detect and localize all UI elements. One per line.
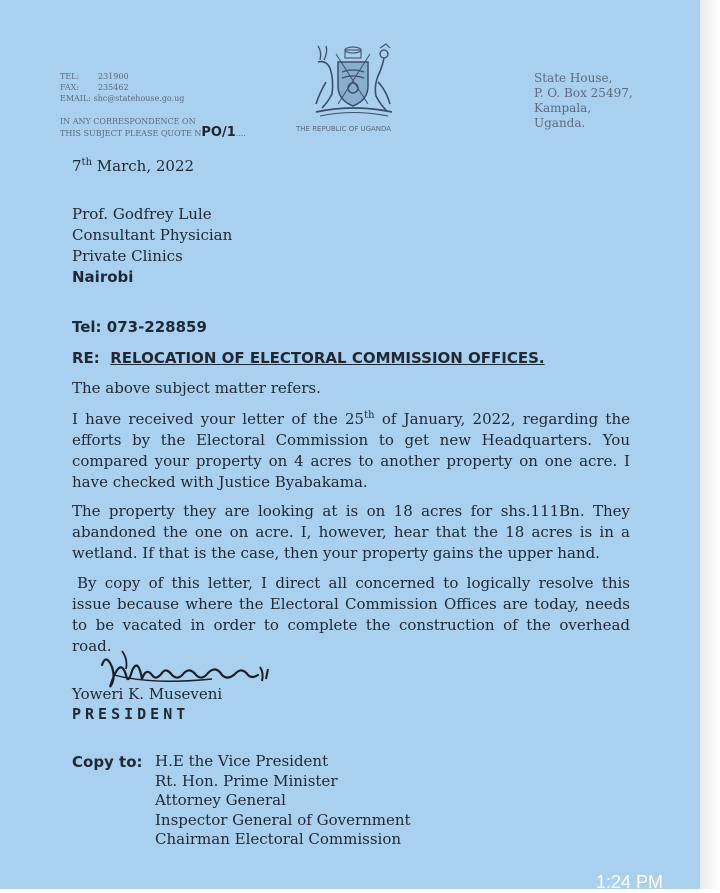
para2-start: I have received your letter of the 25 [72, 410, 365, 428]
date-suffix: th [81, 157, 93, 168]
address-line: State House, [534, 71, 613, 85]
coat-of-arms-emblem [298, 42, 408, 128]
date-rest: March, 2022 [92, 157, 195, 175]
paragraph-directive: By copy of this letter, I direct all concerned to logically resolve this issue because where the Electoral Commission Offices are today, needs to be vacated in order to complete the construction of the overhead road. [72, 574, 630, 655]
re-subject: RELOCATION OF ELECTORAL COMMISSION OFFICES. [110, 349, 545, 367]
tel-value: 231900 [98, 72, 129, 81]
email-label: EMAIL: [60, 94, 91, 103]
copy-recipient: Inspector General of Government [155, 810, 411, 829]
fax-value: 235462 [98, 83, 129, 92]
page-edge [700, 0, 720, 889]
correspondence-note [60, 116, 246, 139]
address-line: Kampala, [534, 101, 592, 115]
copy-to-list [155, 752, 411, 850]
recipient-city: Nairobi [72, 268, 134, 286]
email-value: shc@statehouse.go.ug [93, 94, 185, 103]
copy-to-label: Copy to: [72, 753, 143, 771]
photo-timestamp: 1:24 PM [596, 872, 664, 892]
fax-label: FAX: [60, 83, 80, 92]
recipient-block [72, 204, 232, 288]
letterhead-contacts [60, 71, 184, 104]
copy-recipient: Chairman Electoral Commission [155, 830, 402, 848]
re-label: RE: [72, 349, 100, 367]
correspondence-line2: THIS SUBJECT PLEASE QUOTE N [60, 129, 202, 138]
address-line: P. O. Box 25497, [534, 86, 633, 100]
correspondence-line1: IN ANY CORRESPONDENCE ON [60, 117, 196, 126]
recipient-organization: Private Clinics [72, 247, 183, 265]
state-house-address [534, 71, 633, 131]
para2-suffix: th [364, 410, 375, 421]
tel-label: TEL: [60, 72, 80, 81]
signatory-title: PRESIDENT [72, 705, 190, 723]
address-line: Uganda. [534, 116, 586, 130]
copy-recipient: H.E the Vice President [155, 752, 329, 770]
republic-caption: THE REPUBLIC OF UGANDA [296, 125, 392, 133]
paragraph-opening: The above subject matter refers. [72, 379, 321, 397]
letter-date [72, 156, 194, 177]
recipient-name: Prof. Godfrey Lule [72, 205, 212, 223]
date-day: 7 [72, 157, 82, 175]
reference-number: PO/1 [201, 125, 236, 140]
copy-recipient: Attorney General [155, 791, 286, 809]
signatory-name: Yoweri K. Museveni [72, 685, 223, 703]
recipient-title: Consultant Physician [72, 226, 233, 244]
paragraph-property: The property they are looking at is on 18 acres for shs.111Bn. They abandoned the one on acre. I, however, hear that the 18 acres is in a wetland. If that is the case, then your property gains the upper hand. [72, 502, 630, 562]
paragraph-received-letter [72, 409, 630, 493]
recipient-telephone: Tel: 073-228859 [72, 318, 207, 336]
copy-recipient: Rt. Hon. Prime Minister [155, 771, 338, 790]
subject-line [72, 348, 545, 369]
reference-dots: .... [235, 129, 246, 138]
para2-rest: of January, 2022, regarding the efforts by the Electoral Commission to get new Headquarters. You compared your property on 4 acres to another property on one acre. I have checked with Justice Byabakama. [72, 410, 630, 491]
